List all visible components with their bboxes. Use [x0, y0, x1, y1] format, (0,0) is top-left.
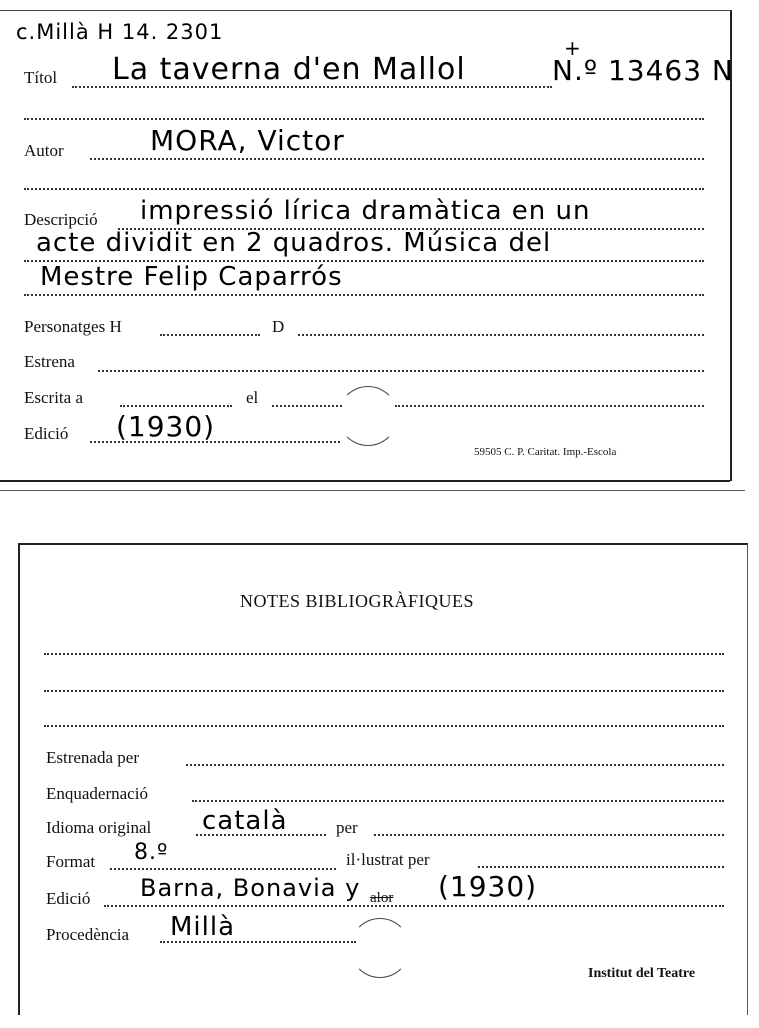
estrena-line [98, 370, 704, 372]
per-line [374, 834, 724, 836]
per-label: per [336, 818, 358, 837]
personatges-label: Personatges H [24, 317, 122, 336]
personatges-d-label: D [272, 317, 285, 336]
edicio2-year: (1930) [438, 870, 538, 903]
enquadernacio-label: Enquadernació [46, 784, 148, 803]
blank-line [24, 188, 704, 190]
blank-line [24, 118, 704, 120]
format-line [110, 868, 336, 870]
printer-imprint: 59505 C. P. Caritat. Imp.-Escola [474, 446, 617, 458]
estrenada-line [186, 764, 724, 766]
illustrat-label: il·lustrat per [346, 850, 430, 869]
procedencia-value: Millà [170, 912, 236, 942]
descripcio-label: Descripció [24, 210, 98, 229]
el-line [272, 405, 342, 407]
personatges-h-line [160, 334, 260, 336]
enquadernacio-line [192, 800, 724, 802]
descripcio-value-3: Mestre Felip Caparrós [40, 262, 343, 292]
descripcio-line-3 [24, 294, 704, 296]
descripcio-value-1: impressió lírica dramàtica en un [140, 196, 591, 226]
card-edge [0, 490, 745, 491]
estrenada-label: Estrenada per [46, 748, 139, 767]
autor-value: MORA, Victor [150, 124, 345, 157]
idioma-label: Idioma original [46, 818, 152, 837]
notes-line-3 [44, 725, 724, 727]
punch-hole [350, 918, 410, 978]
idioma-value: català [202, 806, 288, 836]
edicio2-label: Edició [46, 889, 91, 908]
edicio2-line [104, 905, 724, 907]
punch-hole [338, 386, 398, 446]
illustrat-line [478, 866, 724, 868]
escrita-label: Escrita a [24, 388, 83, 407]
edicio-label: Edició [24, 424, 69, 443]
notes-line-1 [44, 653, 724, 655]
notes-line-2 [44, 690, 724, 692]
record-number: N.º 13463 N [552, 54, 734, 87]
notes-heading: NOTES BIBLIOGRÀFIQUES [240, 591, 475, 611]
estrena-label: Estrena [24, 352, 75, 371]
escrita-line [120, 405, 232, 407]
procedencia-label: Procedència [46, 925, 130, 944]
autor-line [90, 158, 704, 160]
card-edge [0, 480, 730, 482]
el-line-2 [395, 405, 704, 407]
cross-mark: + [564, 36, 582, 60]
el-label: el [246, 388, 259, 407]
edicio2-place: Barna, Bonavia y [140, 874, 361, 902]
edicio2-struck-text: alor [370, 890, 394, 906]
format-value: 8.º [134, 840, 169, 865]
institution-name: Institut del Teatre [588, 966, 696, 981]
format-label: Format [46, 852, 96, 871]
edicio-value: (1930) [116, 410, 216, 443]
titol-label: Títol [24, 68, 58, 87]
titol-value: La taverna d'en Mallol [112, 52, 466, 87]
header-note: c.Millà H 14. 2301 [16, 20, 224, 44]
personatges-d-line [298, 334, 704, 336]
descripcio-value-2: acte dividit en 2 quadros. Música del [36, 228, 552, 258]
autor-label: Autor [24, 141, 64, 160]
